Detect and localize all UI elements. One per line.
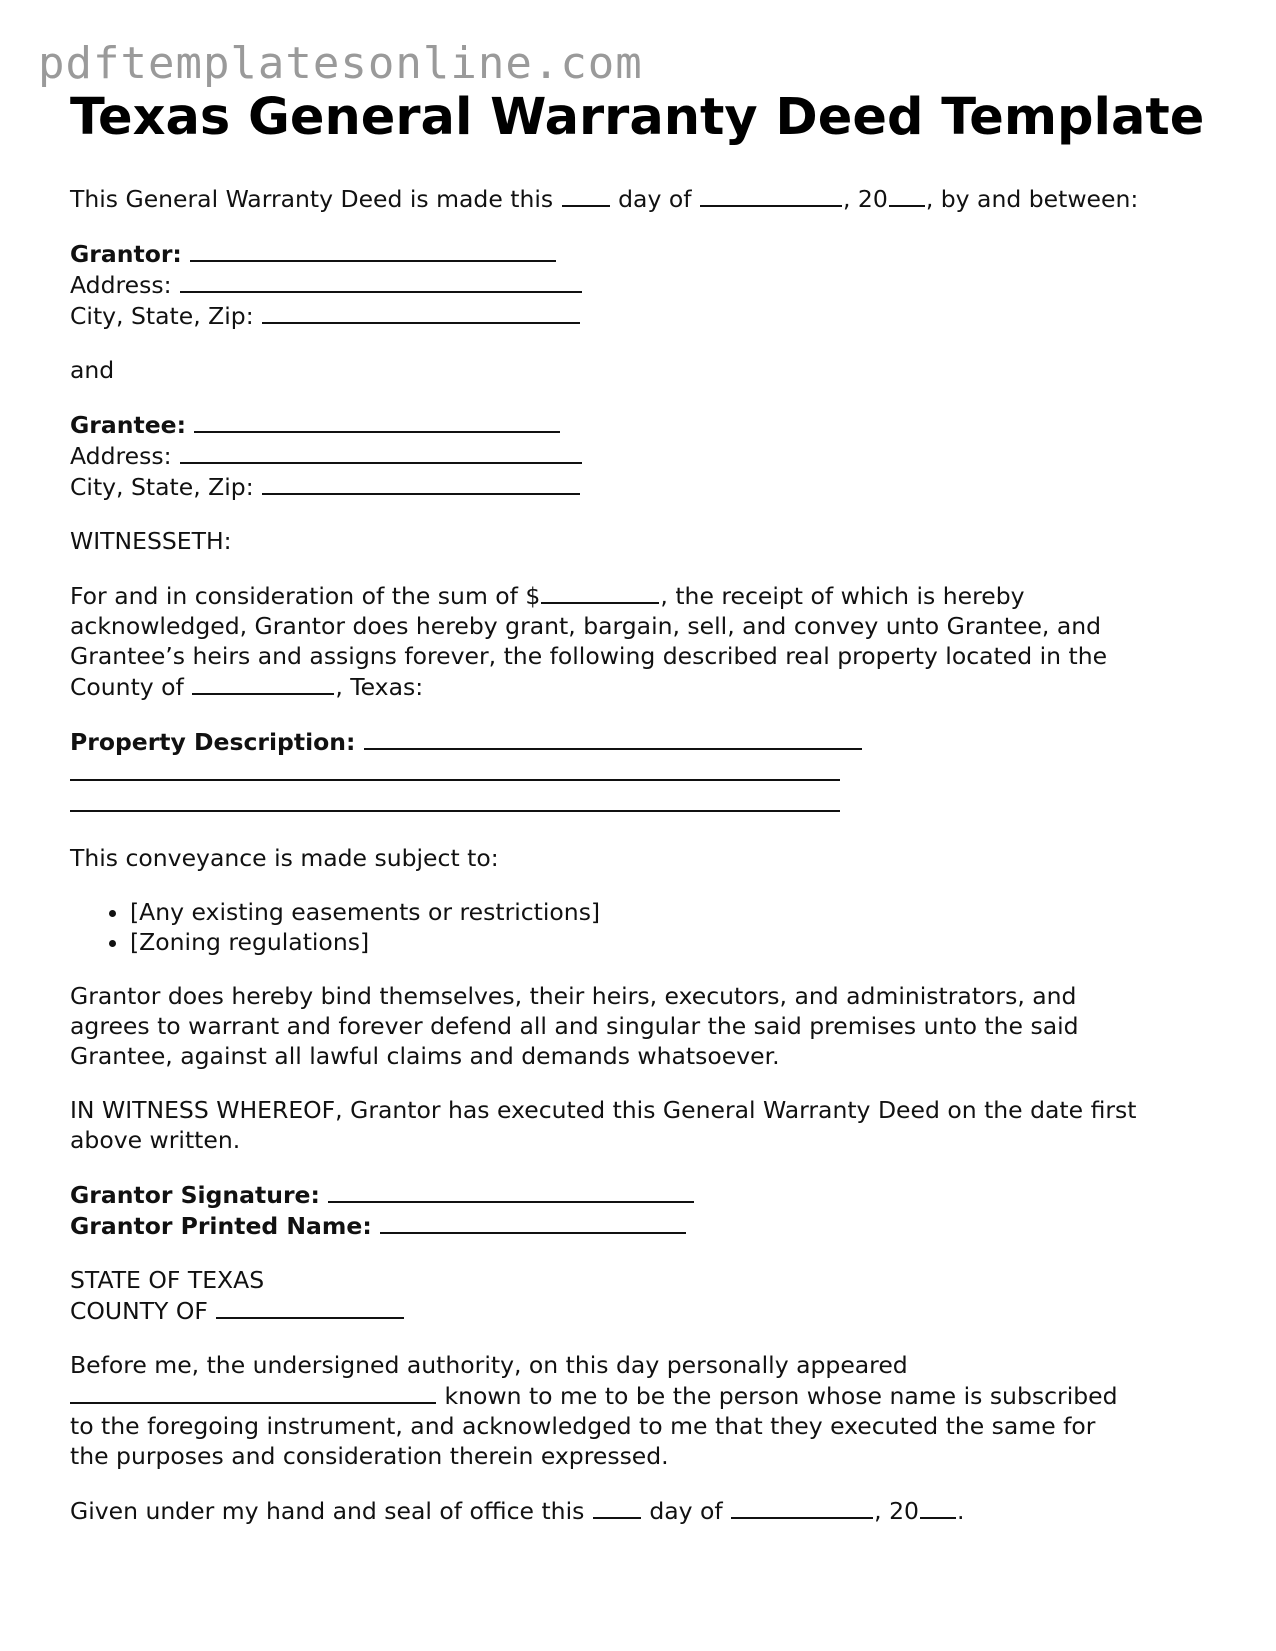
consideration-line-2: acknowledged, Grantor does hereby grant, bargain, sell, and convey unto Grantee, and xyxy=(70,612,1102,640)
warranty-line-3: Grantee, against all lawful claims and demands whatsoever. xyxy=(70,1042,780,1070)
signature-block xyxy=(70,1179,1220,1241)
witnesseth-heading: WITNESSETH: xyxy=(70,527,232,555)
intro-text-4: , by and between: xyxy=(925,185,1139,213)
list-item: • [Any existing easements or restrictions] xyxy=(130,897,1220,927)
grantor-city-field[interactable] xyxy=(262,300,580,324)
notary-line-3: to the foregoing instrument, and acknowledged to me that they executed the same for xyxy=(70,1412,1096,1440)
notary-line-4: the purposes and consideration therein expressed. xyxy=(70,1442,669,1470)
intro-paragraph xyxy=(70,183,1220,214)
consideration-paragraph xyxy=(70,580,1220,702)
given-day-field[interactable] xyxy=(593,1495,641,1519)
property-description-label: Property Description: xyxy=(70,728,356,756)
notary-line-2: known to me to be the person whose name is subscribed xyxy=(444,1382,1118,1410)
intro-text-1: This General Warranty Deed is made this xyxy=(70,185,554,213)
page-title: Texas General Warranty Deed Template xyxy=(70,88,1205,147)
watermark: pdftemplatesonline.com xyxy=(38,38,643,89)
given-paragraph xyxy=(70,1495,1220,1526)
consideration-county-label: County of xyxy=(70,673,184,701)
consideration-county-field[interactable] xyxy=(192,671,334,695)
grantor-printed-name-label: Grantor Printed Name: xyxy=(70,1212,372,1240)
notary-county-field[interactable] xyxy=(216,1295,404,1319)
grantor-address-label: Address: xyxy=(70,271,172,299)
notary-line-1: Before me, the undersigned authority, on this day personally appeared xyxy=(70,1351,908,1379)
grantor-signature-field[interactable] xyxy=(328,1179,694,1203)
consideration-texas-text: , Texas: xyxy=(335,673,424,701)
in-witness-paragraph xyxy=(70,1095,1220,1155)
list-item: • [Zoning regulations] xyxy=(130,927,1220,957)
subject-to-heading: This conveyance is made subject to: xyxy=(70,844,499,872)
notary-county-label: COUNTY OF xyxy=(70,1297,208,1325)
notary-appeared-name-field[interactable] xyxy=(70,1380,436,1404)
grantor-block xyxy=(70,238,1220,331)
consideration-text-2: , the receipt of which is hereby xyxy=(660,582,1025,610)
intro-month-field[interactable] xyxy=(700,183,842,207)
notary-state: STATE OF TEXAS xyxy=(70,1266,265,1294)
property-description-block xyxy=(70,726,1220,819)
deed-body xyxy=(70,183,1220,1550)
intro-day-field[interactable] xyxy=(562,183,610,207)
given-text-1: Given under my hand and seal of office this xyxy=(70,1497,585,1525)
given-text-4: . xyxy=(957,1497,965,1525)
grantee-name-field[interactable] xyxy=(194,409,560,433)
given-year-field[interactable] xyxy=(920,1495,956,1519)
notary-paragraph xyxy=(70,1350,1220,1471)
grantee-name-label: Grantee: xyxy=(70,411,186,439)
grantor-address-field[interactable] xyxy=(180,269,582,293)
grantor-name-label: Grantor: xyxy=(70,240,182,268)
property-description-field-2[interactable] xyxy=(70,757,840,781)
grantor-city-label: City, State, Zip: xyxy=(70,302,254,330)
warranty-line-2: agrees to warrant and forever defend all and singular the said premises unto the said xyxy=(70,1012,1079,1040)
subject-to-list xyxy=(70,897,1220,957)
intro-text-3: , 20 xyxy=(842,185,888,213)
consideration-line-3: Grantee’s heirs and assigns forever, the following described real property located in the xyxy=(70,642,1108,670)
grantee-address-field[interactable] xyxy=(180,440,582,464)
grantee-city-field[interactable] xyxy=(262,471,580,495)
grantor-name-field[interactable] xyxy=(190,238,556,262)
and-text: and xyxy=(70,356,115,384)
given-text-3: , 20 xyxy=(874,1497,919,1525)
property-description-field-3[interactable] xyxy=(70,788,840,812)
grantor-signature-label: Grantor Signature: xyxy=(70,1181,320,1209)
grantee-block xyxy=(70,409,1220,502)
notary-venue xyxy=(70,1265,1220,1326)
warranty-paragraph xyxy=(70,981,1220,1071)
grantee-city-label: City, State, Zip: xyxy=(70,473,254,501)
in-witness-line-2: above written. xyxy=(70,1126,241,1154)
given-month-field[interactable] xyxy=(731,1495,873,1519)
property-description-field-1[interactable] xyxy=(364,726,862,750)
given-text-2: day of xyxy=(649,1497,723,1525)
consideration-text-1: For and in consideration of the sum of $ xyxy=(70,582,541,610)
in-witness-line-1: IN WITNESS WHEREOF, Grantor has executed this General Warranty Deed on the date first xyxy=(70,1096,1137,1124)
grantee-address-label: Address: xyxy=(70,442,172,470)
intro-text-2: day of xyxy=(618,185,692,213)
warranty-line-1: Grantor does hereby bind themselves, their heirs, executors, and administrators, and xyxy=(70,982,1077,1010)
grantor-printed-name-field[interactable] xyxy=(380,1210,686,1234)
intro-year-field[interactable] xyxy=(889,183,925,207)
consideration-amount-field[interactable] xyxy=(541,580,659,604)
